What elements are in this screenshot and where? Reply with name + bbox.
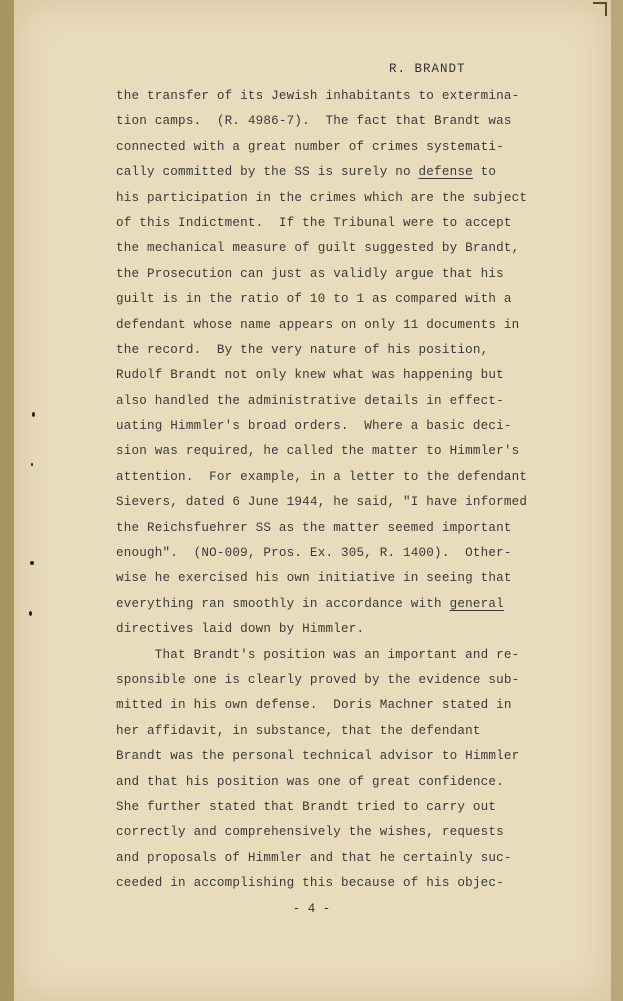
text-line [116,338,516,363]
text-segment: the mechanical measure of guilt suggested by Brandt, [116,241,520,256]
text-line [116,643,520,668]
text-line [116,820,516,845]
text-line [116,592,516,617]
text-line [116,693,516,718]
text-line [116,186,528,211]
page-number: - 4 - [292,902,331,916]
text-segment: attention. For example, in a letter to the defendant [116,469,528,484]
underlined-word: general [449,596,504,611]
text-line [116,135,516,160]
margin-mark [32,412,35,417]
text-segment: That Brandt's position was an important and re- [116,647,520,662]
text-line [116,389,516,414]
text-segment: her affidavit, in substance, that the defendant [116,723,481,738]
text-line [116,313,520,338]
text-segment: ceeded in accomplishing this because of his objec- [116,876,504,891]
text-segment: uating Himmler's broad orders. Where a basic deci- [116,419,512,434]
text-segment: the Prosecution can just as validly argue that his [116,266,504,281]
text-segment: guilt is in the ratio of 10 to 1 as compared with a [116,292,512,307]
margin-mark [31,463,33,466]
page-header: R. BRANDT [389,62,466,76]
text-line [116,795,516,820]
body-text [116,84,528,897]
text-segment: his participation in the crimes which are the subject [116,190,528,205]
text-segment: cally committed by the SS is surely no [116,165,419,180]
text-segment: to [472,165,497,180]
text-line [116,363,516,388]
text-line [116,744,520,769]
text-segment: enough". (NO-009, Pros. Ex. 305, R. 1400). Other- [116,546,512,561]
text-line [116,541,516,566]
text-segment: connected with a great number of crimes systemati- [116,139,504,154]
corner-mark [593,2,607,16]
text-segment: also handled the administrative details in effect- [116,393,504,408]
text-line [116,414,516,439]
text-line [116,109,516,134]
text-line [116,439,520,464]
text-line [116,160,516,185]
text-line [116,236,520,261]
text-line [116,719,516,744]
text-line [116,566,516,591]
text-line [116,668,520,693]
text-segment: and proposals of Himmler and that he certainly suc- [116,850,512,865]
text-segment: the Reichsfuehrer SS as the matter seemed important [116,520,512,535]
text-segment: Brandt was the personal technical advisor to Himmler [116,749,520,764]
text-line [116,465,528,490]
text-line [116,871,516,896]
text-line [116,84,520,109]
text-segment: sion was required, he called the matter to Himmler's [116,444,520,459]
text-segment: sponsible one is clearly proved by the evidence sub- [116,672,520,687]
text-line [116,617,516,642]
text-segment: of this Indictment. If the Tribunal were to accept [116,215,512,230]
text-segment: correctly and comprehensively the wishes, requests [116,825,504,840]
margin-mark [30,561,34,565]
text-segment: the record. By the very nature of his position, [116,342,489,357]
text-line [116,770,516,795]
text-line [116,211,516,236]
binding-edge [0,0,14,1001]
text-line [116,262,516,287]
text-line [116,516,516,541]
text-segment: defendant whose name appears on only 11 documents in [116,317,520,332]
margin-mark [29,611,32,616]
text-line [116,287,516,312]
text-segment: and that his position was one of great confidence. [116,774,504,789]
text-segment: directives laid down by Himmler. [116,622,365,637]
text-segment: tion camps. (R. 4986-7). The fact that Brandt was [116,114,512,129]
text-line [116,846,516,871]
text-segment: everything ran smoothly in accordance with [116,596,450,611]
text-segment: Sievers, dated 6 June 1944, he said, "I have informed [116,495,528,510]
text-segment: mitted in his own defense. Doris Machner stated in [116,698,512,713]
text-line [116,490,528,515]
text-segment: She further stated that Brandt tried to carry out [116,799,497,814]
underlined-word: defense [418,165,473,180]
text-segment: wise he exercised his own initiative in seeing that [116,571,512,586]
text-segment: the transfer of its Jewish inhabitants to extermina- [116,89,520,103]
text-segment: Rudolf Brandt not only knew what was happening but [116,368,504,383]
